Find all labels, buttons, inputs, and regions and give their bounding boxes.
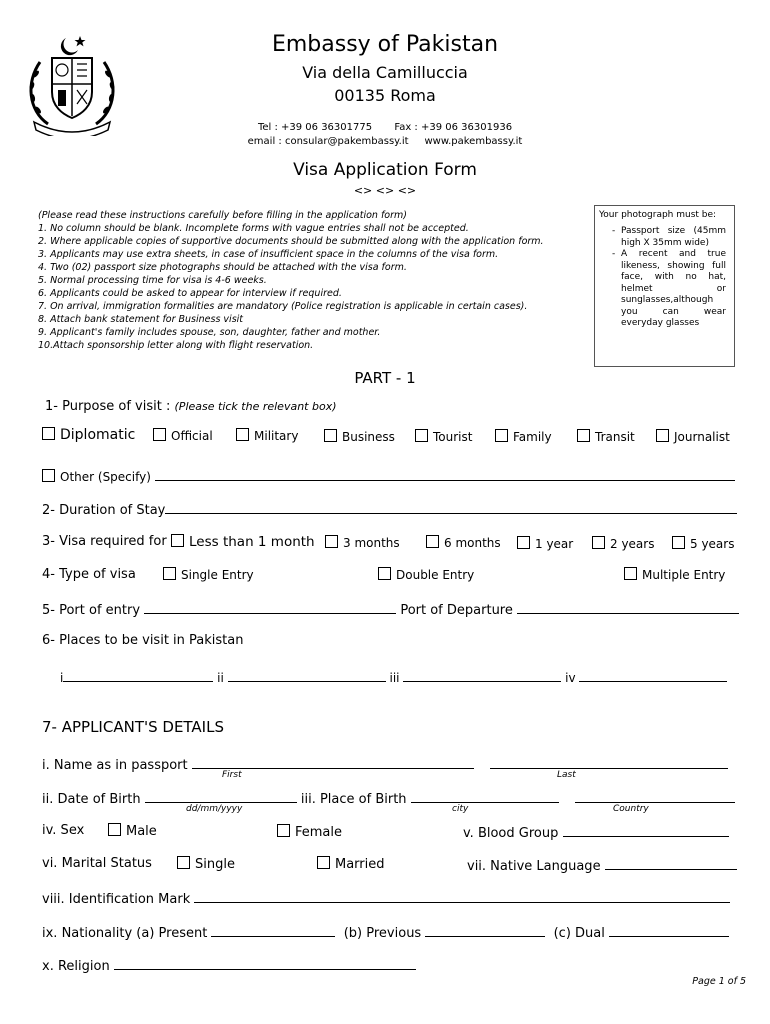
dual-label: (c) Dual bbox=[553, 926, 605, 941]
religion-row bbox=[42, 956, 416, 974]
checkbox[interactable] bbox=[171, 534, 184, 547]
option-label: Double Entry bbox=[396, 568, 475, 582]
idmark-row bbox=[42, 889, 730, 907]
instructions-list bbox=[38, 209, 544, 352]
visa-5years[interactable] bbox=[672, 536, 734, 551]
other-specify-field[interactable] bbox=[155, 467, 735, 481]
checkbox[interactable] bbox=[378, 567, 391, 580]
option-label: 2 years bbox=[610, 537, 655, 551]
instruction-item: 10.Attach sponsorship letter along with flight reservation. bbox=[38, 340, 314, 351]
checkbox[interactable] bbox=[317, 856, 330, 869]
nationality-row bbox=[42, 923, 729, 941]
checkbox[interactable] bbox=[42, 469, 55, 482]
option-label: Single Entry bbox=[181, 568, 254, 582]
language-label: vii. Native Language bbox=[467, 859, 601, 874]
option-label: Tourist bbox=[433, 430, 473, 444]
visa-1year[interactable] bbox=[517, 536, 573, 551]
checkbox[interactable] bbox=[42, 427, 55, 440]
pob-country-field[interactable] bbox=[575, 789, 735, 803]
option-label: Family bbox=[513, 430, 552, 444]
blood-label: v. Blood Group bbox=[463, 826, 559, 841]
checkbox[interactable] bbox=[325, 535, 338, 548]
checkbox[interactable] bbox=[415, 429, 428, 442]
previous-label: (b) Previous bbox=[343, 926, 422, 941]
part-title: PART - 1 bbox=[354, 369, 416, 387]
option-label: 1 year bbox=[535, 537, 574, 551]
port-row bbox=[42, 600, 739, 618]
photo-requirement: - A recent and true likeness, showing full face, with no hat, helmet or sunglasses,although you can wear everyday glasses bbox=[621, 249, 726, 330]
visa-double-entry[interactable] bbox=[378, 567, 474, 582]
dob-label: ii. Date of Birth bbox=[42, 792, 141, 807]
purpose-family[interactable] bbox=[495, 429, 552, 444]
purpose-other[interactable] bbox=[42, 467, 735, 484]
purpose-journalist[interactable] bbox=[656, 429, 730, 444]
marital-single[interactable] bbox=[177, 856, 235, 872]
purpose-transit[interactable] bbox=[577, 429, 635, 444]
instruction-item: 3. Applicants may use extra sheets, in case of insufficient space in the columns of the visa form. bbox=[38, 249, 499, 260]
checkbox[interactable] bbox=[163, 567, 176, 580]
option-label: Less than 1 month bbox=[189, 534, 315, 550]
port-departure-field[interactable] bbox=[517, 600, 739, 614]
checkbox[interactable] bbox=[277, 824, 290, 837]
checkbox[interactable] bbox=[624, 567, 637, 580]
first-hint: First bbox=[222, 770, 242, 780]
dual-nationality-field[interactable] bbox=[609, 923, 729, 937]
visa-type-label: 4- Type of visa bbox=[42, 567, 136, 582]
purpose-hint: (Please tick the relevant box) bbox=[174, 400, 337, 413]
place-field-3[interactable] bbox=[403, 668, 561, 682]
address-line1: Via della Camilluccia bbox=[302, 63, 468, 82]
sex-female[interactable] bbox=[277, 824, 342, 840]
visa-2years[interactable] bbox=[592, 536, 654, 551]
purpose-business[interactable] bbox=[324, 429, 395, 444]
purpose-label bbox=[45, 399, 337, 414]
pob-label: iii. Place of Birth bbox=[300, 792, 407, 807]
port-entry-field[interactable] bbox=[144, 600, 396, 614]
applicant-heading: 7- APPLICANT'S DETAILS bbox=[42, 718, 224, 736]
option-label: Official bbox=[171, 429, 213, 443]
fax: Fax : +39 06 36301936 bbox=[394, 122, 513, 133]
embassy-name: Embassy of Pakistan bbox=[271, 32, 499, 57]
dob-hint: dd/mm/yyyy bbox=[186, 804, 243, 814]
contact-line2 bbox=[200, 136, 570, 147]
native-language-field[interactable] bbox=[605, 856, 737, 870]
website: www.pakembassy.it bbox=[424, 136, 523, 147]
first-name-field[interactable] bbox=[192, 755, 474, 769]
email: email : consular@pakembassy.it bbox=[247, 136, 409, 147]
option-label: Multiple Entry bbox=[642, 568, 726, 582]
purpose-tourist[interactable] bbox=[415, 429, 472, 444]
blood-row bbox=[463, 823, 729, 841]
instruction-item: 8. Attach bank statement for Business visit bbox=[38, 314, 244, 325]
visa-6months[interactable] bbox=[426, 535, 501, 550]
checkbox[interactable] bbox=[577, 429, 590, 442]
name-label: i. Name as in passport bbox=[42, 758, 188, 773]
religion-field[interactable] bbox=[114, 956, 416, 970]
marital-label: vi. Marital Status bbox=[42, 856, 152, 871]
place-numeral: i bbox=[60, 671, 64, 685]
address-line2: 00135 Roma bbox=[334, 86, 436, 105]
photograph-box[interactable] bbox=[594, 205, 735, 367]
duration-label: 2- Duration of Stay bbox=[42, 503, 166, 518]
option-label: 5 years bbox=[690, 537, 735, 551]
checkbox[interactable] bbox=[153, 428, 166, 441]
checkbox[interactable] bbox=[236, 428, 249, 441]
checkbox[interactable] bbox=[517, 536, 530, 549]
purpose-label-text: 1- Purpose of visit : bbox=[45, 399, 171, 414]
option-label: Business bbox=[342, 430, 395, 444]
checkbox[interactable] bbox=[108, 823, 121, 836]
purpose-diplomatic[interactable] bbox=[42, 427, 135, 443]
places-row bbox=[60, 668, 727, 685]
instruction-item: 5. Normal processing time for visa is 4-6 weeks. bbox=[38, 275, 267, 286]
last-hint: Last bbox=[557, 770, 576, 780]
previous-nationality-field[interactable] bbox=[425, 923, 545, 937]
port-departure-label: Port of Departure bbox=[400, 603, 513, 618]
place-numeral: iii bbox=[389, 671, 400, 685]
option-label: Married bbox=[335, 857, 385, 872]
form-title: Visa Application Form bbox=[293, 160, 477, 180]
instruction-item: 7. On arrival, immigration formalities are mandatory (Police registration is applicable in certain cases). bbox=[38, 301, 528, 312]
purpose-official[interactable] bbox=[153, 428, 213, 443]
port-entry-label: 5- Port of entry bbox=[42, 603, 141, 618]
checkbox[interactable] bbox=[426, 535, 439, 548]
checkbox[interactable] bbox=[672, 536, 685, 549]
visa-required-label: 3- Visa required for bbox=[42, 534, 167, 549]
option-label: Diplomatic bbox=[60, 427, 136, 443]
option-label: Single bbox=[195, 857, 235, 872]
present-nationality-field[interactable] bbox=[211, 923, 335, 937]
place-numeral: ii bbox=[217, 671, 224, 685]
instruction-item: 4. Two (02) passport size photographs should be attached with the visa form. bbox=[38, 262, 407, 273]
idmark-label: viii. Identification Mark bbox=[42, 892, 191, 907]
pob-city-field[interactable] bbox=[411, 789, 559, 803]
place-field-1[interactable] bbox=[63, 668, 213, 682]
instruction-item: (Please read these instructions carefully before filling in the application form) bbox=[38, 210, 407, 221]
instruction-item: 9. Applicant's family includes spouse, son, daughter, father and mother. bbox=[38, 327, 381, 338]
dob-field[interactable] bbox=[145, 789, 297, 803]
instruction-item: 1. No column should be blank. Incomplete forms with vague entries shall not be accepted. bbox=[38, 223, 469, 234]
present-label: (a) Present bbox=[136, 926, 208, 941]
tel: Tel : +39 06 36301775 bbox=[257, 122, 373, 133]
religion-label: x. Religion bbox=[42, 959, 110, 974]
option-label: Journalist bbox=[674, 430, 730, 444]
visa-3months[interactable] bbox=[325, 535, 400, 550]
checkbox[interactable] bbox=[177, 856, 190, 869]
last-name-field[interactable] bbox=[490, 755, 728, 769]
sex-label: iv. Sex bbox=[42, 823, 85, 838]
photo-requirement: - Passport size (45mm high X 35mm wide) bbox=[621, 226, 726, 249]
option-label: 6 months bbox=[444, 536, 501, 550]
option-label: Transit bbox=[595, 430, 635, 444]
contact-line1 bbox=[200, 122, 570, 133]
name-row bbox=[42, 755, 728, 773]
photo-box-title: Your photograph must be: bbox=[599, 210, 717, 220]
option-label: Female bbox=[295, 825, 343, 840]
pakistan-emblem bbox=[22, 32, 122, 136]
visa-lt1month[interactable] bbox=[171, 534, 315, 550]
page-number: Page 1 of 5 bbox=[692, 976, 746, 987]
option-label: Other (Specify) bbox=[60, 470, 151, 484]
checkbox[interactable] bbox=[324, 429, 337, 442]
idmark-field[interactable] bbox=[194, 889, 730, 903]
marital-married[interactable] bbox=[317, 856, 385, 872]
place-numeral: iv bbox=[565, 671, 576, 685]
places-label: 6- Places to be visit in Pakistan bbox=[42, 633, 244, 648]
language-row bbox=[467, 856, 737, 874]
instruction-item: 6. Applicants could be asked to appear for interview if required. bbox=[38, 288, 342, 299]
nationality-label: ix. Nationality bbox=[42, 926, 133, 941]
checkbox[interactable] bbox=[592, 536, 605, 549]
place-field-2[interactable] bbox=[228, 668, 386, 682]
checkbox[interactable] bbox=[495, 429, 508, 442]
duration-field[interactable] bbox=[165, 500, 737, 514]
blood-group-field[interactable] bbox=[563, 823, 729, 837]
ornament: <> <> <> bbox=[353, 184, 417, 197]
visa-multiple-entry[interactable] bbox=[624, 567, 725, 582]
city-hint: city bbox=[452, 804, 469, 814]
checkbox[interactable] bbox=[656, 429, 669, 442]
option-label: Male bbox=[126, 824, 157, 839]
option-label: Military bbox=[254, 429, 299, 443]
option-label: 3 months bbox=[343, 536, 400, 550]
place-field-4[interactable] bbox=[579, 668, 727, 682]
purpose-military[interactable] bbox=[236, 428, 298, 443]
sex-male[interactable] bbox=[108, 823, 157, 839]
visa-single-entry[interactable] bbox=[163, 567, 254, 582]
country-hint: Country bbox=[613, 804, 649, 814]
instruction-item: 2. Where applicable copies of supportive documents should be submitted along with the application form. bbox=[38, 236, 544, 247]
duration-row bbox=[42, 500, 737, 518]
